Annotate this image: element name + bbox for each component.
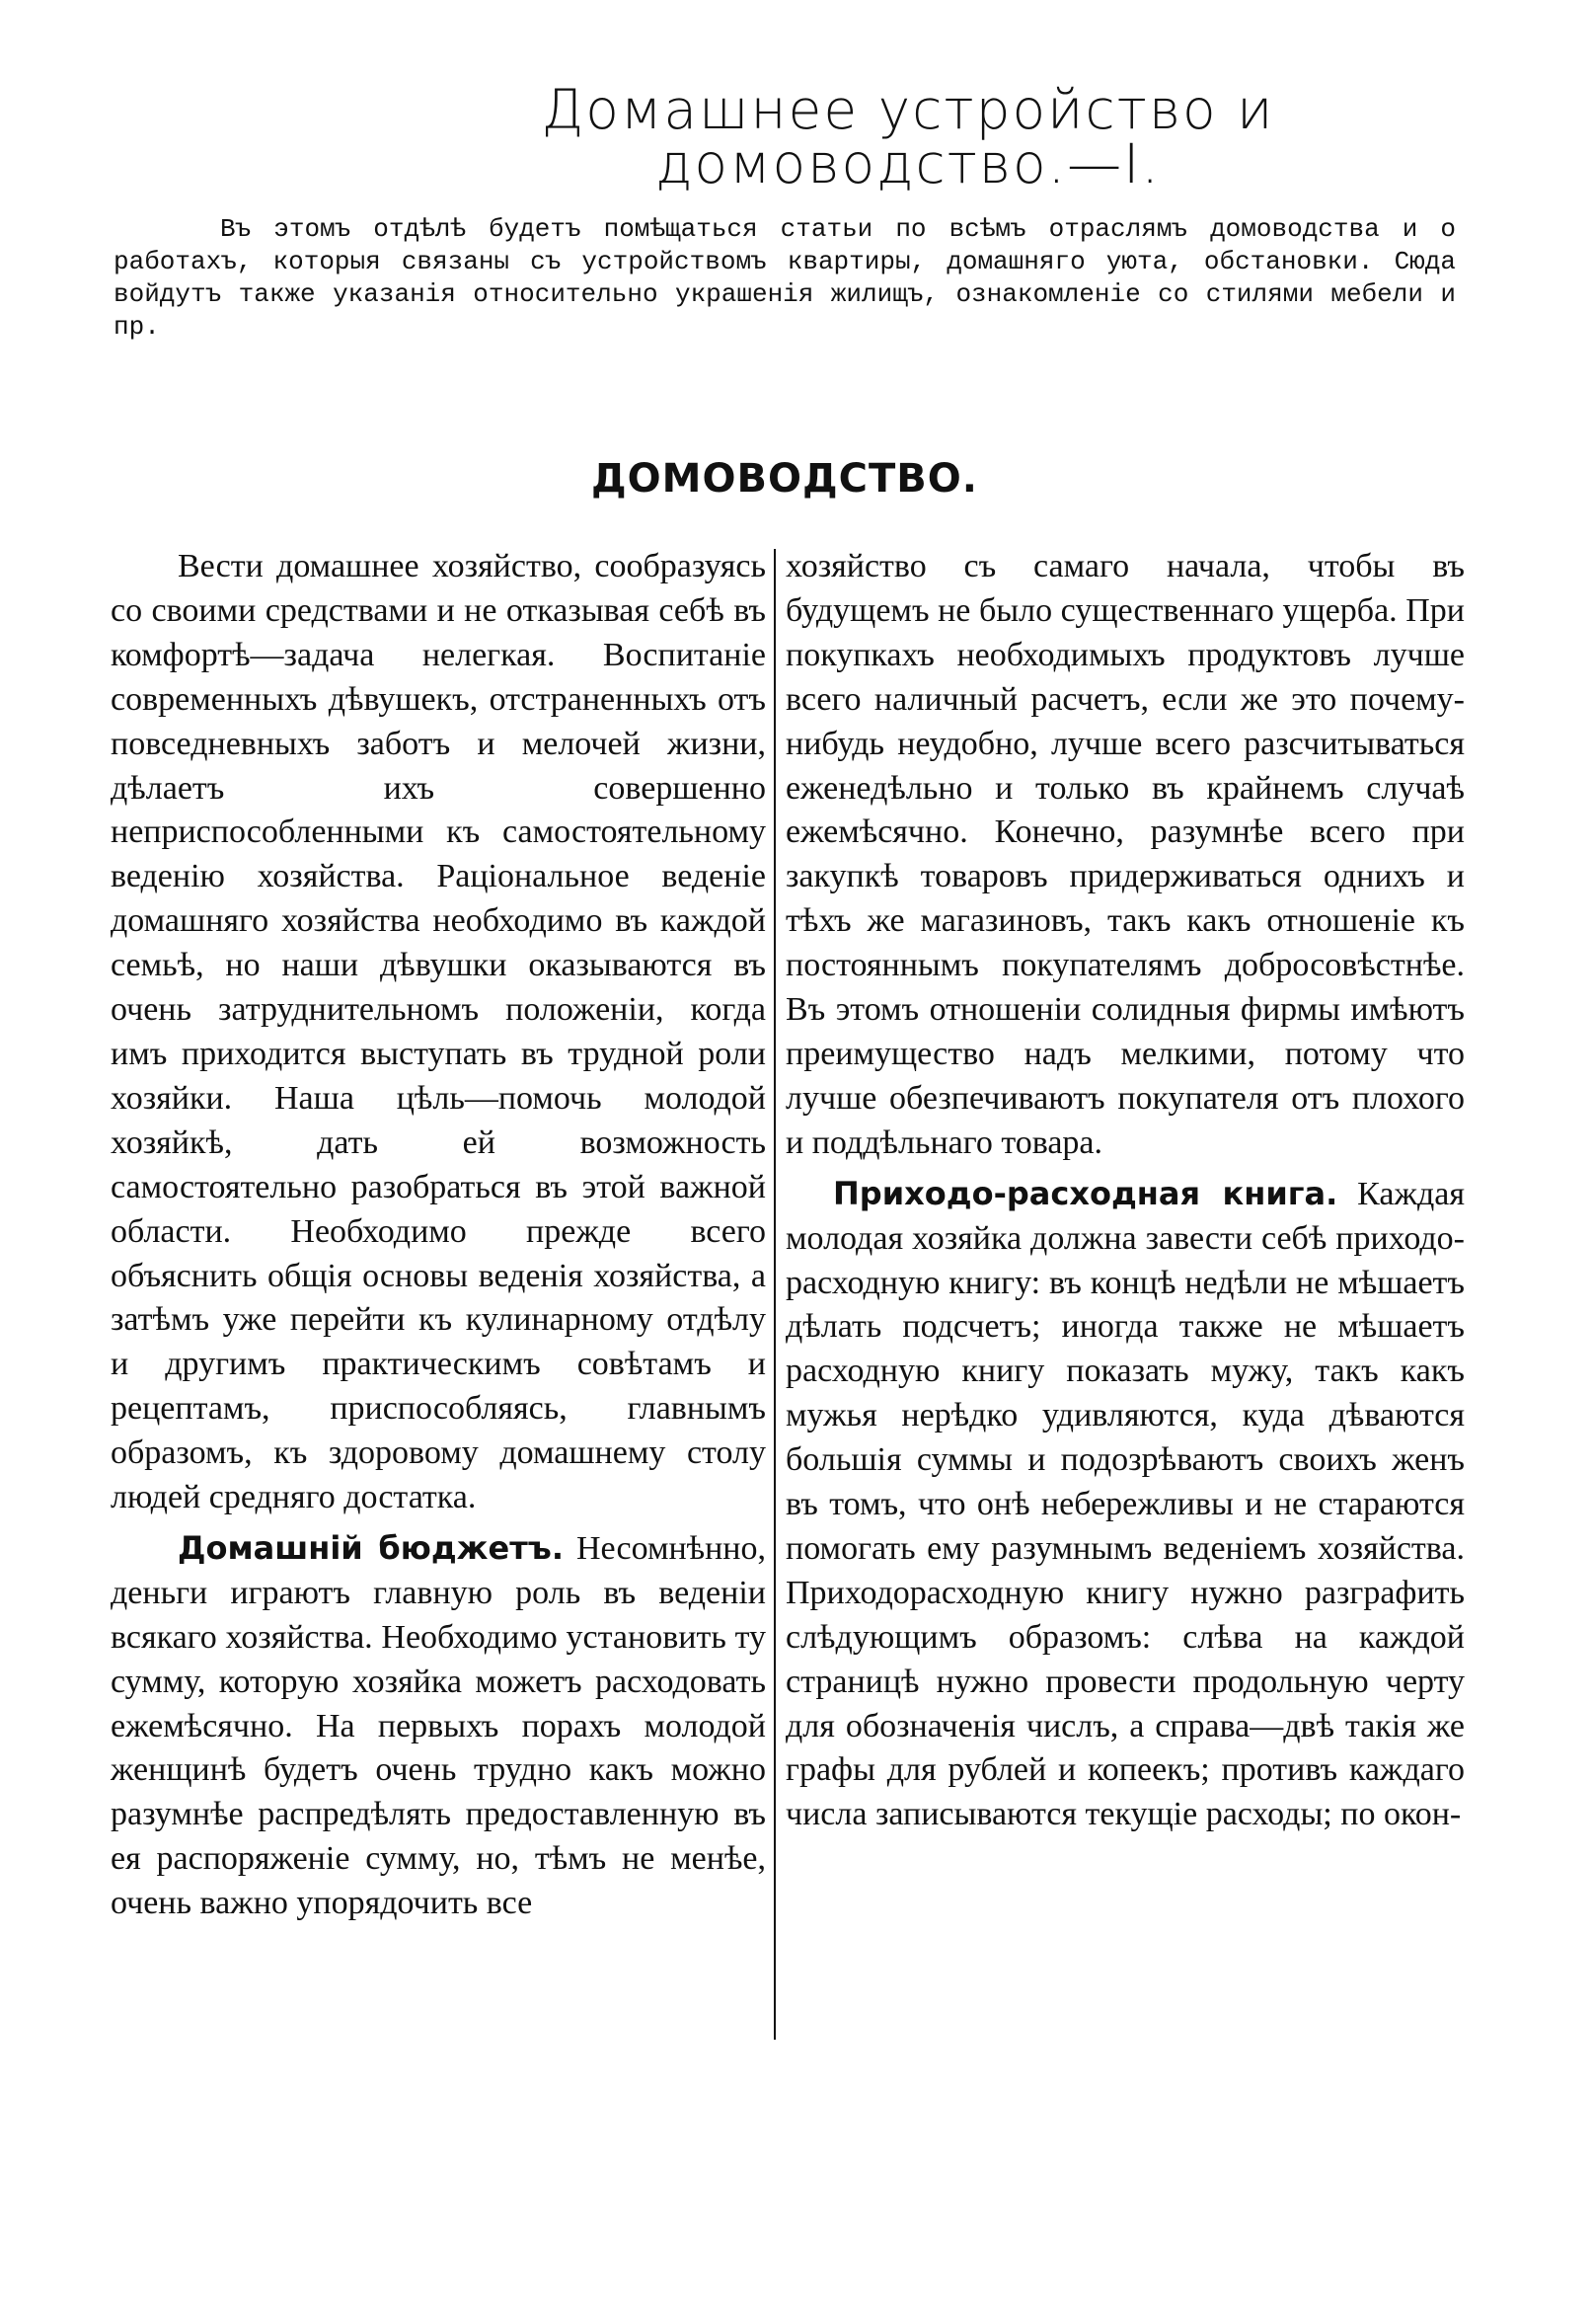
budget-heading: Домашній бюджетъ. xyxy=(178,1528,564,1567)
section-intro: Въ этомъ отдѣлѣ будетъ помѣщаться статьи по всѣмъ отраслямъ домоводства и о работахъ, которыя связаны съ устройствомъ квартиры, домашняго уюта, обстановки. Сюда войдутъ также указанія относительно украшенія жилищъ, ознакомленіе со стилями мебели и пр. xyxy=(114,214,1456,342)
section-title: ДОМОВОДСТВО. xyxy=(591,456,978,502)
left-column xyxy=(111,545,766,1926)
ledger-text: Каждая молодая хозяйка должна завести себѣ приходо-расходную книгу: въ концѣ недѣли не мѣшаетъ дѣлать подсчетъ; иногда также не мѣшаетъ расходную книгу показать мужу, такъ какъ мужья нерѣдко удивляются, куда дѣваются большія суммы и подозрѣваютъ своихъ женъ въ томъ, что онѣ небережливы и не стараются помогать ему разумнымъ веденіемъ хозяйства. Приходорасходную книгу нужно разграфить слѣдующимъ образомъ: слѣва на каждой страницѣ нужно провести продольную черту для обозначенія числъ, а справа—двѣ такія же графы для рублей и копеекъ; противъ каждаго числа записываются текущіе расходы; по окон- xyxy=(786,1175,1466,1833)
budget-paragraph xyxy=(111,1526,766,1926)
ledger-paragraph xyxy=(786,1172,1465,1838)
continuation-paragraph: хозяйство съ самаго начала, чтобы въ будущемъ не было существеннаго ущерба. При покупкахъ необходимыхъ продуктовъ лучше всего наличный расчетъ, если же это почему-нибудь неудобно, лучше всего разсчитываться еженедѣльно и только въ крайнемъ случаѣ ежемѣсячно. Конечно, разумнѣе всего при закупкѣ товаровъ придерживаться однихъ и тѣхъ же магазиновъ, такъ какъ отношеніе къ постояннымъ покупателямъ добросовѣстнѣе. Въ этомъ отношеніи солидныя фирмы имѣютъ преимущество надъ мелкими, потому что лучше обезпечиваютъ покупателя отъ плохого и поддѣльнаго товара. xyxy=(786,548,1465,1161)
budget-text: Несомнѣнно, деньги играютъ главную роль въ веденіи всякаго хозяйства. Необходимо установить ту сумму, которую хозяйка можетъ расходовать ежемѣсячно. На первыхъ порахъ молодой женщинѣ будетъ очень трудно какъ можно разумнѣе распредѣлять предоставленную въ ея распоряженіе сумму, но, тѣмъ не менѣе, очень важно упорядочить все xyxy=(111,1529,767,1922)
page-header-title: Домашнее устройство и домоводство.—I. xyxy=(541,78,1275,195)
intro-paragraph: Вести домашнее хозяйство, сообразуясь со своими средствами и не отказывая себѣ въ комфортѣ—задача нелегкая. Воспитаніе современныхъ дѣвушекъ, отстраненныхъ отъ повседневныхъ заботъ и мелочей жизни, дѣлаетъ ихъ совершенно неприспособленными къ самостоятельному веденію хозяйства. Раціональное веденіе домашняго хозяйства необходимо въ каждой семьѣ, но наши дѣвушки оказываются въ очень затруднительномъ положеніи, когда имъ приходится выступать въ трудной роли хозяйки. Наша цѣль—помочь молодой хозяйкѣ, дать ей возможность самостоятельно разобраться въ этой важной области. Необходимо прежде всего объяснить общія основы веденія хозяйства, а затѣмъ уже перейти къ кулинарному отдѣлу и другимъ практическимъ совѣтамъ и рецептамъ, приспособляясь, главнымъ образомъ, къ здоровому домашнему столу людей средняго достатка. xyxy=(111,548,766,1516)
right-column xyxy=(786,545,1465,1837)
ledger-heading: Приходо-расходная книга. xyxy=(833,1174,1338,1212)
column-divider xyxy=(774,549,776,2040)
